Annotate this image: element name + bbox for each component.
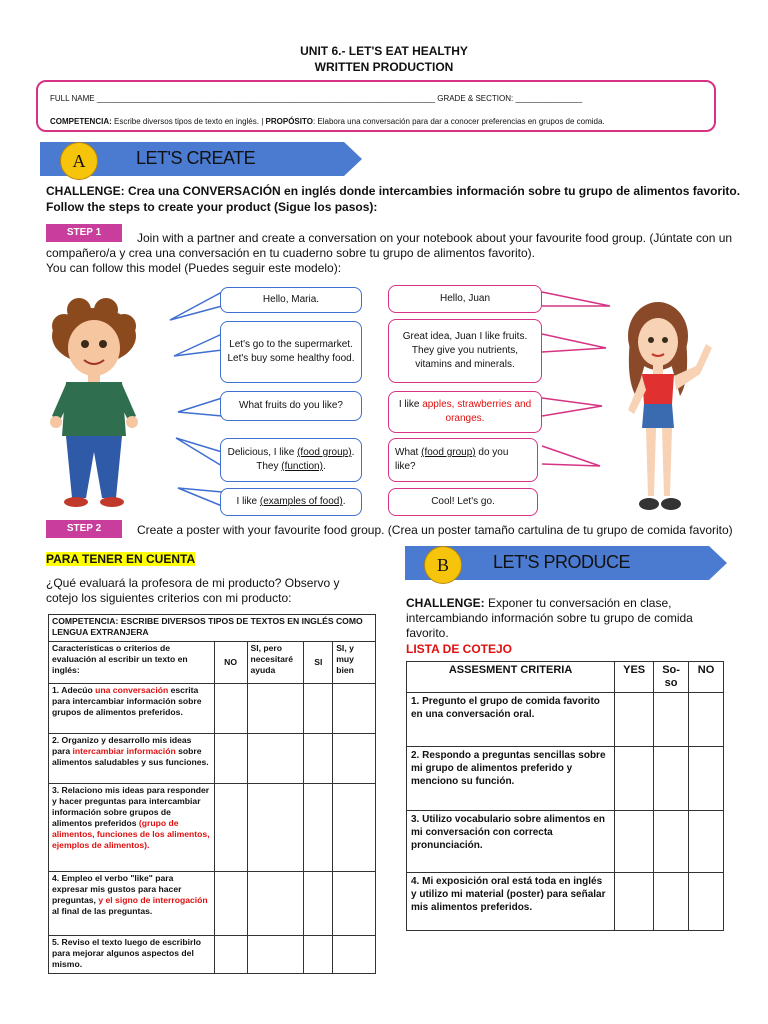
girl-illustration: [616, 300, 720, 520]
table1-col-si: SI: [304, 642, 333, 684]
writing-criteria-table: [48, 614, 376, 974]
table-row: 4. Empleo el verbo "like" para expresar mis gustos para hacer preguntas, y el signo de interrogación al final de las preguntas.: [49, 872, 376, 936]
challenge-b: CHALLENGE: Exponer tu conversación en clase, intercambiando información sobre tu grupo de comida favorito.: [406, 596, 693, 640]
checkbox-cell[interactable]: [615, 811, 654, 873]
table-row: 3. Utilizo vocabulario sobre alimentos en mi conversación con correcta pronunciación.: [407, 811, 724, 873]
student-info-box: [36, 80, 716, 132]
checkbox-cell[interactable]: [247, 784, 304, 872]
boy-bubble-5: I like (examples of food).: [220, 488, 362, 516]
checkbox-cell[interactable]: [689, 873, 724, 931]
step1-text-3: You can follow this model (Puedes seguir este modelo):: [46, 261, 342, 275]
checkbox-cell[interactable]: [247, 684, 304, 734]
step1-text-2: compañero/a y crea una conversación en tu cuaderno sobre tu grupo de alimentos favorito).: [46, 246, 535, 260]
competencia-text: Escribe diversos tipos de texto en inglés. |: [114, 117, 264, 126]
challenge-a: CHALLENGE: Crea una CONVERSACIÓN en inglés donde intercambies información sobre tu grupo de alimentos favorito.: [46, 184, 741, 198]
table-row: 3. Relaciono mis ideas para responder y hacer preguntas para intercambiar información sobre grupos de alimentos preferidos (grupo de alimentos, funciones de los alimentos, ejemplos de alimentos).: [49, 784, 376, 872]
boy-bubble-1: Hello, Maria.: [220, 287, 362, 313]
boy-bubble-pointers: [168, 286, 228, 516]
table-row: 1. Adecúo una conversación escrita para intercambiar información sobre grupos de alimentos preferidos.: [49, 684, 376, 734]
table2-col-yes: YES: [615, 662, 654, 693]
proposito-text: : Elabora una conversación para dar a conocer preferencias en grupos de comida.: [312, 117, 605, 126]
checkbox-cell[interactable]: [304, 734, 333, 784]
checkbox-cell[interactable]: [214, 734, 247, 784]
table1-heading: COMPETENCIA: ESCRIBE DIVERSOS TIPOS DE TEXTOS EN INGLÉS COMO LENGUA EXTRANJERA: [49, 615, 376, 642]
checkbox-cell[interactable]: [333, 734, 376, 784]
table2-col-criteria: ASSESMENT CRITERIA: [407, 662, 615, 693]
checkbox-cell[interactable]: [615, 873, 654, 931]
section-b-title: LET'S PRODUCE: [493, 552, 630, 572]
step2-text: Create a poster with your favourite food group. (Crea un poster tamaño cartulina de tu grupo de comida favorito): [137, 523, 733, 537]
section-a-title: LET'S CREATE: [136, 148, 256, 168]
girl-bubble-3: I like apples, strawberries and oranges.: [388, 391, 542, 433]
grade-label: GRADE & SECTION:: [437, 94, 514, 103]
checkbox-cell[interactable]: [214, 936, 247, 974]
checkbox-cell[interactable]: [214, 872, 247, 936]
girl-bubble-1: Hello, Juan: [388, 285, 542, 313]
table-row: 2. Respondo a preguntas sencillas sobre mi grupo de alimentos preferido y menciono su función.: [407, 747, 724, 811]
step2-label: STEP 2: [46, 520, 122, 538]
assessment-criteria-table: [406, 661, 724, 931]
checkbox-cell[interactable]: [654, 747, 689, 811]
table1-col-si-muy: SI, y muy bien: [333, 642, 376, 684]
page-subtitle: WRITTEN PRODUCTION: [314, 60, 454, 74]
step1-text: Join with a partner and create a conversation on your notebook about your favourite food group. (Júntate con un: [137, 231, 733, 245]
table-row: 2. Organizo y desarrollo mis ideas para intercambiar información sobre alimentos saludables y sus funciones.: [49, 734, 376, 784]
checkbox-cell[interactable]: [333, 872, 376, 936]
follow-steps: Follow the steps to create your product (Sigue los pasos):: [46, 200, 378, 214]
table2-col-no: NO: [689, 662, 724, 693]
checkbox-cell[interactable]: [654, 693, 689, 747]
girl-bubble-pointers: [536, 286, 616, 516]
boy-bubble-3: What fruits do you like?: [220, 391, 362, 421]
girl-bubble-4: What (food group) do you like?: [388, 438, 538, 482]
section-a-badge: A: [60, 142, 98, 180]
table-row: 4. Mi exposición oral está toda en inglés y utilizo mi material (poster) para señalar mis alimentos preferidos.: [407, 873, 724, 931]
checkbox-cell[interactable]: [304, 684, 333, 734]
para-tener-en-cuenta-heading: PARA TENER EN CUENTA: [46, 552, 196, 566]
table1-col-criteria: Características o criterios de evaluación al escribir un texto en inglés:: [49, 642, 215, 684]
checkbox-cell[interactable]: [654, 811, 689, 873]
checkbox-cell[interactable]: [304, 872, 333, 936]
step1-label: STEP 1: [46, 224, 122, 242]
table2-col-soso: So-so: [654, 662, 689, 693]
checkbox-cell[interactable]: [247, 936, 304, 974]
unit-title: UNIT 6.- LET'S EAT HEALTHY: [300, 44, 468, 58]
checkbox-cell[interactable]: [654, 873, 689, 931]
competencia-label: COMPETENCIA:: [50, 117, 112, 126]
checkbox-cell[interactable]: [304, 784, 333, 872]
girl-bubble-2: Great idea, Juan I like fruits. They give you nutrients, vitamins and minerals.: [388, 319, 542, 383]
checkbox-cell[interactable]: [689, 693, 724, 747]
boy-illustration: [44, 296, 144, 510]
boy-bubble-2: Let's go to the supermarket. Let's buy some healthy food.: [220, 321, 362, 383]
checkbox-cell[interactable]: [214, 684, 247, 734]
section-b-badge: B: [424, 546, 462, 584]
checkbox-cell[interactable]: [247, 734, 304, 784]
girl-bubble-5: Cool! Let's go.: [388, 488, 538, 516]
checkbox-cell[interactable]: [615, 693, 654, 747]
checkbox-cell[interactable]: [333, 684, 376, 734]
table-row: 1. Pregunto el grupo de comida favorito en una conversación oral.: [407, 693, 724, 747]
boy-bubble-4: Delicious, I like (food group). They (function).: [220, 438, 362, 482]
checkbox-cell[interactable]: [333, 784, 376, 872]
table1-col-si-pero: SI, pero necesitaré ayuda: [247, 642, 304, 684]
checkbox-cell[interactable]: [689, 811, 724, 873]
checkbox-cell[interactable]: [333, 936, 376, 974]
checkbox-cell[interactable]: [304, 936, 333, 974]
evaluation-question-2: cotejo los siguientes criterios con mi producto:: [46, 591, 292, 605]
lista-de-cotejo-heading: LISTA DE COTEJO: [406, 642, 513, 656]
table-row: 5. Reviso el texto luego de escribirlo para mejorar algunos aspectos del mismo.: [49, 936, 376, 974]
evaluation-question: ¿Qué evaluará la profesora de mi producto? Observo y: [46, 576, 340, 590]
checkbox-cell[interactable]: [689, 747, 724, 811]
grade-field[interactable]: _______________: [515, 94, 583, 103]
full-name-field[interactable]: ____________________________________________________________________________: [96, 94, 435, 103]
proposito-label: PROPÓSITO: [265, 117, 313, 126]
checkbox-cell[interactable]: [247, 872, 304, 936]
full-name-label: FULL NAME: [50, 94, 95, 103]
checkbox-cell[interactable]: [615, 747, 654, 811]
table1-col-no: NO: [214, 642, 247, 684]
checkbox-cell[interactable]: [214, 784, 247, 872]
